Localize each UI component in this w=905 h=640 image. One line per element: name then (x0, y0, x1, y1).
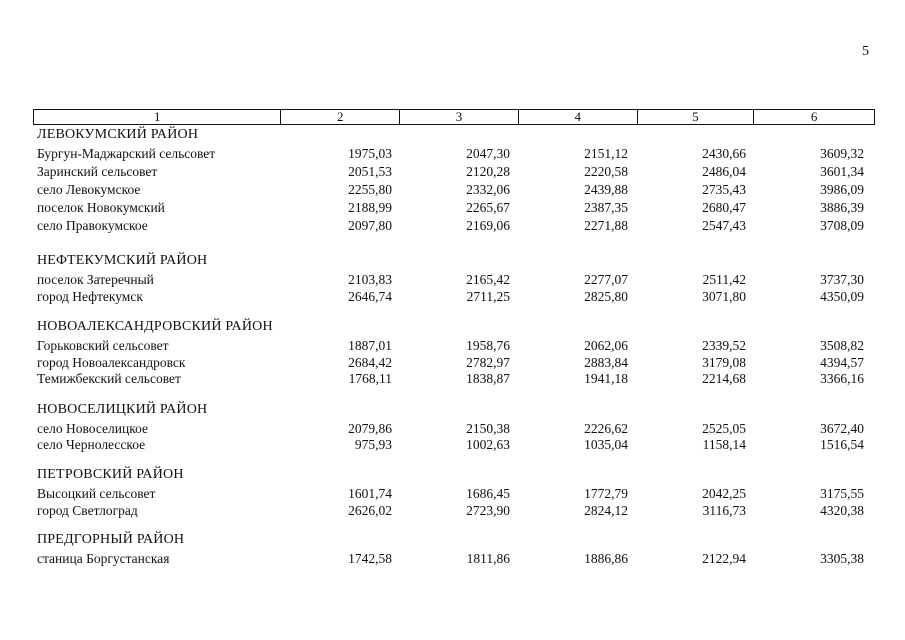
table-cell-value: 2825,80 (584, 289, 628, 304)
table-cell-value: 3305,38 (820, 551, 864, 566)
table-cell-value: 3508,82 (820, 338, 864, 353)
table-cell-value: 2265,67 (466, 200, 510, 215)
column-header: 2 (281, 110, 400, 124)
table-cell-value: 1768,11 (348, 371, 392, 386)
table-cell-value: 2188,99 (348, 200, 392, 215)
table-row (0, 289, 905, 306)
table-cell-value: 1838,87 (466, 371, 510, 386)
table-cell-value: 2626,02 (348, 503, 392, 518)
table-cell-value: 1941,18 (584, 371, 628, 386)
table-cell-value: 2220,58 (584, 164, 628, 179)
locality-name: город Светлоград (37, 503, 138, 518)
locality-name: Горьковский сельсовет (37, 338, 169, 353)
table-cell-value: 975,93 (354, 437, 392, 452)
table-cell-value: 3601,34 (820, 164, 864, 179)
table-cell-value: 2151,12 (584, 146, 628, 161)
table-cell-value: 2169,06 (466, 218, 510, 233)
table-cell-value: 3986,09 (820, 182, 864, 197)
table-cell-value: 2042,25 (702, 486, 746, 501)
table-cell-value: 3179,08 (702, 355, 746, 370)
district-heading: ПРЕДГОРНЫЙ РАЙОН (37, 532, 185, 547)
table-cell-value: 2339,52 (702, 338, 746, 353)
table-cell-value: 2120,28 (466, 164, 510, 179)
table-cell-value: 3609,32 (820, 146, 864, 161)
table-row (0, 146, 905, 163)
table-cell-value: 2255,80 (348, 182, 392, 197)
table-row (0, 338, 905, 355)
table-cell-value: 1772,79 (584, 486, 628, 501)
column-header: 6 (810, 109, 818, 124)
table-cell-value: 1811,86 (466, 551, 510, 566)
table-row (0, 182, 905, 199)
table-cell-value: 2486,04 (702, 164, 746, 179)
column-header: 1 (34, 110, 281, 124)
district-heading: НОВОАЛЕКСАНДРОВСКИЙ РАЙОН (37, 319, 273, 334)
table-cell-value: 3886,39 (820, 200, 864, 215)
column-header: 5 (638, 110, 755, 124)
table-cell-value: 3737,30 (820, 272, 864, 287)
district-heading: НОВОСЕЛИЦКИЙ РАЙОН (37, 402, 208, 417)
table-cell-value: 3175,55 (820, 486, 864, 501)
district-heading: ЛЕВОКУМСКИЙ РАЙОН (37, 127, 199, 142)
table-row (0, 200, 905, 217)
table-cell-value: 2547,43 (702, 218, 746, 233)
table-cell-value: 2097,80 (348, 218, 392, 233)
table-cell-value: 4320,38 (820, 503, 864, 518)
locality-name: поселок Затеречный (37, 272, 154, 287)
locality-name: город Нефтекумск (37, 289, 143, 304)
locality-name: село Левокумское (37, 182, 141, 197)
table-cell-value: 3708,09 (820, 218, 864, 233)
district-heading: НЕФТЕКУМСКИЙ РАЙОН (37, 253, 208, 268)
table-cell-value: 2214,68 (702, 371, 746, 386)
table-cell-value: 2226,62 (584, 421, 628, 436)
table-cell-value: 1516,54 (820, 437, 864, 452)
locality-name: Бургун-Маджарский сельсовет (37, 146, 216, 161)
table-cell-value: 2387,35 (584, 200, 628, 215)
table-cell-value: 2735,43 (702, 182, 746, 197)
table-cell-value: 2824,12 (584, 503, 628, 518)
table-cell-value: 1035,04 (584, 437, 628, 452)
table-cell-value: 1686,45 (466, 486, 510, 501)
table-cell-value: 1886,86 (584, 551, 628, 566)
table-row (0, 421, 905, 438)
table-cell-value: 1742,58 (348, 551, 392, 566)
table-row (0, 503, 905, 520)
table-cell-value: 2150,38 (466, 421, 510, 436)
table-row (0, 164, 905, 181)
table-row (0, 355, 905, 372)
table-cell-value: 2051,53 (348, 164, 392, 179)
page-number: 5 (862, 44, 869, 59)
locality-name: город Новоалександровск (37, 355, 186, 370)
table-cell-value: 2439,88 (584, 182, 628, 197)
table-row (0, 551, 905, 568)
table-cell-value: 1975,03 (348, 146, 392, 161)
table-cell-value: 2723,90 (466, 503, 510, 518)
table-cell-value: 2883,84 (584, 355, 628, 370)
table-cell-value: 1958,76 (466, 338, 510, 353)
table-cell-value: 2062,06 (584, 338, 628, 353)
locality-name: село Правокумское (37, 218, 148, 233)
table-cell-value: 1158,14 (702, 437, 746, 452)
table-cell-value: 2711,25 (466, 289, 510, 304)
table-cell-value: 2079,86 (348, 421, 392, 436)
table-row (0, 486, 905, 503)
table-cell-value: 2165,42 (466, 272, 510, 287)
table-cell-value: 4350,09 (820, 289, 864, 304)
table-cell-value: 2271,88 (584, 218, 628, 233)
locality-name: Темижбекский сельсовет (37, 371, 181, 386)
locality-name: село Чернолесское (37, 437, 146, 452)
table-cell-value: 2047,30 (466, 146, 510, 161)
locality-name: село Новоселицкое (37, 421, 148, 436)
table-cell-value: 2684,42 (348, 355, 392, 370)
table-cell-value: 3672,40 (820, 421, 864, 436)
table-cell-value: 1601,74 (348, 486, 392, 501)
table-cell-value: 2122,94 (702, 551, 746, 566)
table-cell-value: 1887,01 (348, 338, 392, 353)
table-cell-value: 2525,05 (702, 421, 746, 436)
table-cell-value: 2782,97 (466, 355, 510, 370)
table-cell-value: 3071,80 (702, 289, 746, 304)
locality-name: станица Боргустанская (37, 551, 170, 566)
table-cell-value: 2103,83 (348, 272, 392, 287)
table-cell-value: 4394,57 (820, 355, 864, 370)
locality-name: Заринский сельсовет (37, 164, 158, 179)
table-row (0, 437, 905, 454)
table-cell-value: 1002,63 (466, 437, 510, 452)
table-cell-value: 2277,07 (584, 272, 628, 287)
column-header: 4 (519, 110, 638, 124)
table-cell-value: 2646,74 (348, 289, 392, 304)
table-row (0, 371, 905, 388)
column-header: 3 (400, 110, 519, 124)
locality-name: поселок Новокумский (37, 200, 165, 215)
table-row (0, 218, 905, 235)
table-cell-value: 2680,47 (702, 200, 746, 215)
table-cell-value: 3116,73 (702, 503, 746, 518)
locality-name: Высоцкий сельсовет (37, 486, 156, 501)
table-cell-value: 2430,66 (702, 146, 746, 161)
table-cell-value: 3366,16 (820, 371, 864, 386)
table-row (0, 272, 905, 289)
district-heading: ПЕТРОВСКИЙ РАЙОН (37, 467, 184, 482)
table-cell-value: 2332,06 (466, 182, 510, 197)
table-cell-value: 2511,42 (702, 272, 746, 287)
